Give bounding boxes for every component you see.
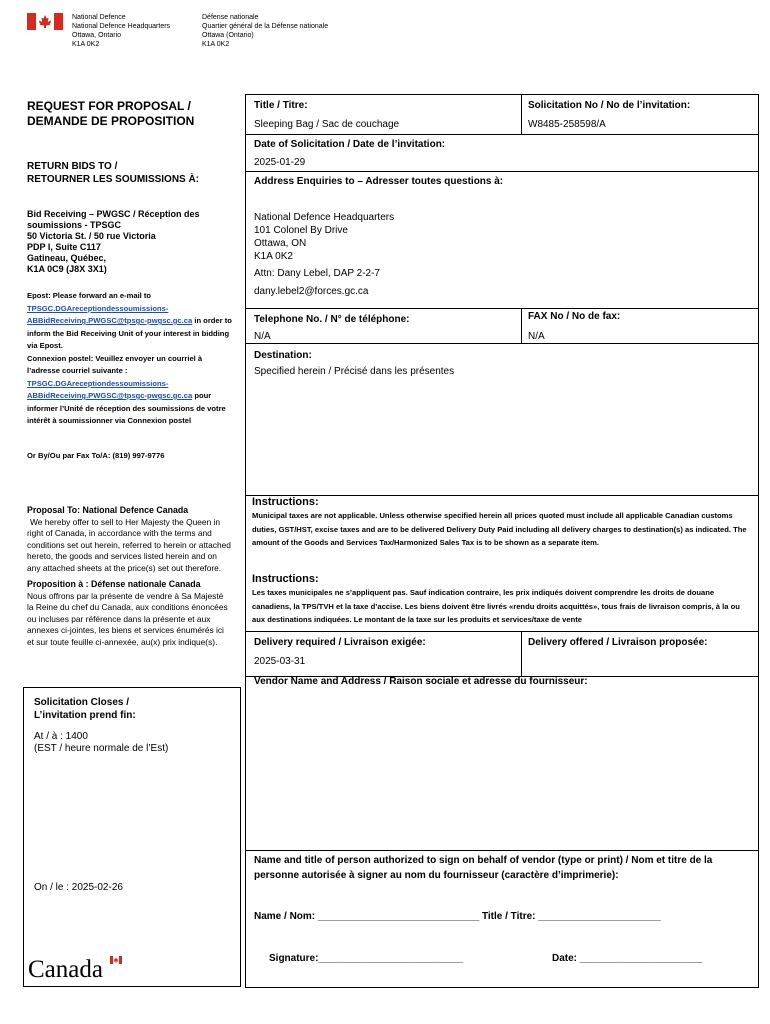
date-label: Date of Solicitation / Date de l’invitation:	[254, 139, 446, 150]
header-en: National Defence National Defence Headquarters Ottawa, Ontario K1A 0K2	[72, 14, 171, 48]
document-title: REQUEST FOR PROPOSAL / DEMANDE DE PROPOSITION	[27, 99, 195, 128]
epost-instructions: Epost: Please forward an e-mail to TPSGC.DGAreceptiondessoumissions-ABBidReceiving.PWGSC@tpsgc-pwgsc.gc.ca in order to inform the Bid Receiving Unit of your interest in bidding via Epost. Connexion postel: Veuillez envoyer un courriel à l’adresse courriel suivante : TPSGC.DGAreceptiondessoumissions-ABBidReceiving.PWGSC@tpsgc-pwgsc.gc.ca pour informer l’Unité de réception des soumissions de votre intérêt à soumissionner via Connexion postel	[27, 291, 232, 425]
enquiries-label: Address Enquiries to – Adresser toutes questions à:	[254, 176, 504, 187]
destination-value: Specified herein / Précisé dans les présentes	[254, 366, 455, 377]
solicitation-closes-box: Solicitation Closes / L’invitation prend fin: At / à : 1400 (EST / heure normale de l’Est) On / le : 2025-02-26	[23, 687, 241, 987]
vendor-label: Vendor Name and Address / Raison sociale et adresse du fournisseur:	[254, 676, 588, 687]
instructions-en-text: Municipal taxes are not applicable. Unless otherwise specified herein all prices quoted must include all applicable Canadian customs duties, GST/HST, excise taxes and are to be delivered Delivery Duty Paid including all delivery charges to destination(s) as indicated. The amount of the Goods and Services Tax/Harmonized Sales Tax is to be shown as a separate item.	[252, 511, 747, 547]
delivery-offered-label: Delivery offered / Livraison proposée:	[528, 637, 708, 648]
attention-line: Attn: Dany Lebel, DAP 2-2-7	[254, 268, 380, 279]
contact-email: dany.lebel2@forces.gc.ca	[254, 286, 369, 297]
title-value: Sleeping Bag / Sac de couchage	[254, 119, 400, 130]
connexion-email-link[interactable]: TPSGC.DGAreceptiondessoumissions-ABBidReceiving.PWGSC@tpsgc-pwgsc.gc.ca	[27, 378, 193, 400]
delivery-required-value: 2025-03-31	[254, 656, 306, 667]
telephone-label: Telephone No. / N° de téléphone:	[254, 314, 410, 325]
authorized-person-label: Name and title of person authorized to sign on behalf of vendor (type or print) / Nom et titre de la personne autorisée à signer au nom du fournisseur (caractère d’imprimerie):	[254, 855, 713, 881]
wordmark-flag-icon	[110, 956, 122, 964]
header-fr: Défense nationale Quartier général de la Défense nationale Ottawa (Ontario) K1A 0K2	[202, 14, 329, 48]
signature-date-line[interactable]: Date: ______________________	[552, 953, 703, 964]
proposal-text: Proposal To: National Defence Canada We hereby offer to sell to Her Majesty the Queen in right of Canada, in accordance with the terms and conditions set out herein, referred to herein or attached hereto, the goods and services listed herein and on any attached sheets at the price(s) set out therefore. Proposition à : Défense nationale Canada Nous offrons par la présente de vendre à Sa Majesté la Reine du chef du Canada, aux conditions énoncées ou incluses par référence dans la présente et aux annexes ci-jointes, les biens et services énumérés ici et sur toute feuille ci-annexée, au(x) prix indique(s).	[27, 505, 231, 647]
instructions-fr-text: Les taxes municipales ne s’appliquent pas. Sauf indication contraire, les prix indiqués doivent comprendre les droits de douane canadiens, la TPS/TVH et la taxe d’accise. Les biens doivent être livrés «rendu droits acquittés», tous frais de livraison compris, à la ou aux destinations indiquées. Le montant de la taxe sur les produits et services/taxe de vente	[252, 588, 740, 624]
instructions-fr-title: Instructions:	[252, 573, 319, 585]
solicitation-no-value: W8485-258598/A	[528, 119, 606, 130]
bid-receiving-address: Bid Receiving – PWGSC / Réception des soumissions - TPSGC 50 Victoria St. / 50 rue Victoria PDP I, Suite C117 Gatineau, Québec, K1A 0C9 (J8X 3X1)	[27, 209, 200, 274]
date-value: 2025-01-29	[254, 157, 306, 168]
fax-label: FAX No / No de fax:	[528, 311, 621, 322]
fax-number: Or By/Ou par Fax To/A: (819) 997-9776	[27, 451, 165, 460]
fax-value: N/A	[528, 331, 545, 342]
return-bids-heading: RETURN BIDS TO / RETOURNER LES SOUMISSIONS À:	[27, 161, 200, 185]
epost-email-link[interactable]: TPSGC.DGAreceptiondessoumissions-ABBidReceiving.PWGSC@tpsgc-pwgsc.gc.ca	[27, 303, 193, 325]
destination-label: Destination:	[254, 350, 312, 361]
name-title-line[interactable]: Name / Nom: _____________________________ Title / Titre: ______________________	[254, 911, 661, 922]
title-label: Title / Titre:	[254, 100, 308, 111]
solicitation-grid	[245, 94, 759, 988]
canada-flag-logo	[27, 13, 63, 30]
telephone-value: N/A	[254, 331, 271, 342]
instructions-en-title: Instructions:	[252, 496, 319, 508]
delivery-required-label: Delivery required / Livraison exigée:	[254, 637, 426, 648]
closing-date: On / le : 2025-02-26	[34, 882, 123, 893]
signature-line[interactable]: Signature:__________________________	[269, 953, 464, 964]
canada-wordmark: Canada	[28, 956, 103, 984]
enquiries-address: National Defence Headquarters 101 Colonel By Drive Ottawa, ON K1A 0K2	[254, 212, 395, 262]
solicitation-no-label: Solicitation No / No de l’invitation:	[528, 100, 691, 111]
